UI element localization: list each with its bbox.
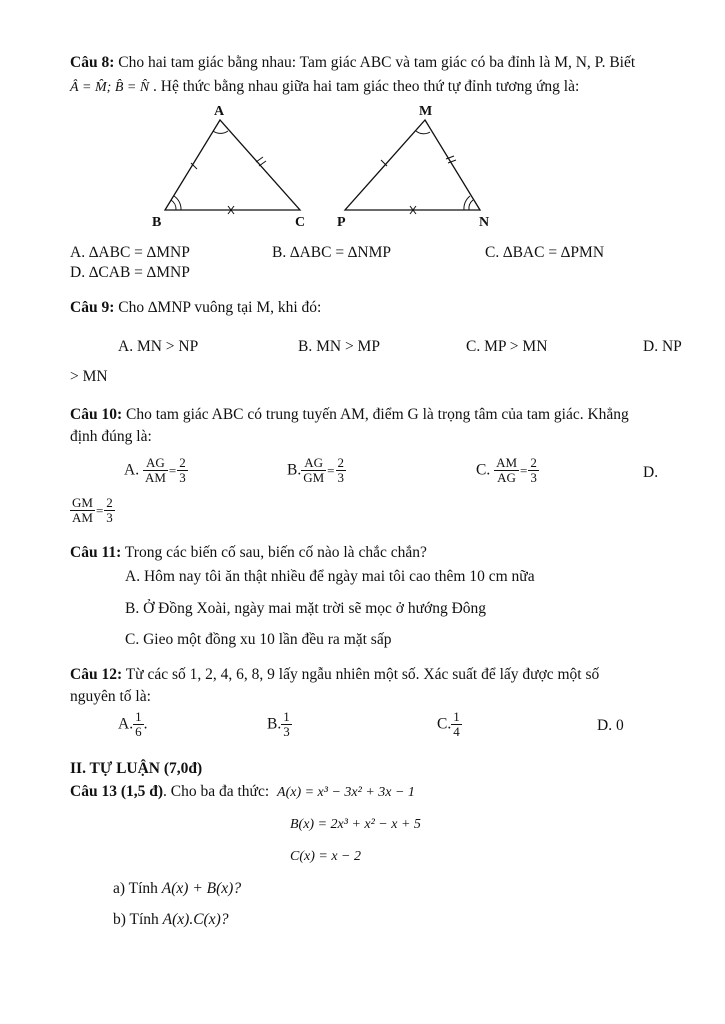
angle-a-mark: [213, 131, 228, 133]
q8-option-b: B. ∆ABC = ∆NMP: [272, 244, 392, 261]
q8-text: Cho hai tam giác bằng nhau: Tam giác ABC và tam giác có ba đỉnh là M, N, P. Biết: [118, 54, 636, 71]
q12-option-a: A. $\frac{1}{6}$ .: [118, 709, 148, 740]
q12-line1: [70, 666, 599, 684]
q10-option-a: A. $\frac{AG}{AM}$ = $\frac{2}{3}$: [124, 455, 186, 486]
q8-option-c: C. ∆BAC = ∆PMN: [485, 244, 605, 261]
q12-text: Từ các số 1, 2, 4, 6, 8, 9 lấy ngẫu nhiên một số. Xác suất để lấy được một số: [125, 666, 600, 683]
q11-label: Câu 11:: [70, 544, 122, 561]
angle-b-mark-1: [174, 196, 181, 210]
q9-label: Câu 9:: [70, 299, 115, 316]
vertex-b: B: [152, 215, 162, 230]
q9-option-c: C. MP > MN: [466, 338, 548, 355]
tick-ac-2: [259, 161, 266, 166]
q13-label: Câu 13 (1,5 đ): [70, 783, 164, 800]
poly-a: A(x) = x³ − 3x² + 3x − 1: [277, 785, 415, 800]
q13-part-b: b) Tính A(x).C(x)?: [113, 911, 229, 928]
vertex-a: A: [214, 104, 225, 119]
q8-hypothesis: Â = M̂; B̂ = N̂: [70, 80, 150, 95]
q8-line2: [70, 78, 579, 96]
q10-option-d: $\frac{GM}{AM}$ = $\frac{2}{3}$: [72, 495, 113, 526]
q12-option-d: D. 0: [597, 717, 624, 734]
q9-option-b: B. MN > MP: [298, 338, 380, 355]
q12-option-b: B. $\frac{1}{3}$: [267, 709, 290, 740]
q11-question: [70, 544, 427, 562]
q10-option-d-prefix: D.: [643, 464, 659, 481]
angle-b-mark-2: [171, 200, 176, 210]
q10-text: Cho tam giác ABC có trung tuyến AM, điểm G là trọng tâm của tam giác. Khẳng: [125, 406, 629, 423]
vertex-c: C: [295, 215, 306, 230]
tick-ac-1: [256, 157, 263, 162]
q11-option-a: A. Hôm nay tôi ăn thật nhiều để ngày mai tôi cao thêm 10 cm nữa: [125, 568, 535, 585]
q13-intro: Câu 13 (1,5 đ). Cho ba đa thức: A(x) = x³ − 3x² + 3x − 1: [70, 783, 415, 800]
q10-option-c: C. $\frac{AM}{AG}$ = $\frac{2}{3}$: [476, 455, 537, 486]
q8-text-2: . Hệ thức bằng nhau giữa hai tam giác theo thứ tự đỉnh tương ứng là:: [153, 78, 580, 95]
part2-heading: II. TỰ LUẬN (7,0đ): [70, 760, 203, 777]
q8-option-d: D. ∆CAB = ∆MNP: [70, 264, 190, 281]
triangles-figure: [140, 100, 520, 230]
q12-label: Câu 12:: [70, 666, 123, 683]
q9-question: [70, 299, 321, 317]
poly-c: C(x) = x − 2: [290, 849, 361, 864]
q12-line2: nguyên tố là:: [70, 688, 151, 705]
q8-label: Câu 8:: [70, 54, 115, 71]
q13-part-a: a) Tính A(x) + B(x)?: [113, 880, 242, 897]
q10-line2: định đúng là:: [70, 428, 152, 445]
q9-option-a: A. MN > NP: [118, 338, 199, 355]
triangle-mnp: [345, 120, 480, 210]
q9-option-d: D. NP: [643, 338, 682, 355]
q11-option-b: B. Ở Đồng Xoài, ngày mai mặt trời sẽ mọc ở hướng Đông: [125, 600, 487, 617]
q12-option-c: C. $\frac{1}{4}$: [437, 709, 460, 740]
q9-text: Cho ∆MNP vuông tại M, khi đó:: [118, 299, 322, 316]
q10-line1: [70, 406, 629, 424]
q11-option-c: C. Gieo một đồng xu 10 lần đều ra mặt sấp: [125, 631, 392, 648]
poly-b: B(x) = 2x³ + x² − x + 5: [290, 817, 421, 832]
q10-label: Câu 10:: [70, 406, 123, 423]
vertex-m: M: [419, 104, 433, 119]
q10-option-b: B. $\frac{AG}{GM}$ = $\frac{2}{3}$: [287, 455, 345, 486]
vertex-n: N: [479, 215, 490, 230]
vertex-p: P: [337, 215, 346, 230]
q8-line1: [70, 54, 635, 72]
triangle-abc: [165, 120, 300, 210]
q8-option-a: A. ∆ABC = ∆MNP: [70, 244, 190, 261]
angle-n-mark-2: [469, 200, 473, 210]
q11-text: Trong các biến cố sau, biến cố nào là chắc chắn?: [124, 544, 427, 561]
q9-option-d-cont: > MN: [70, 368, 108, 385]
angle-m-mark: [416, 131, 430, 134]
